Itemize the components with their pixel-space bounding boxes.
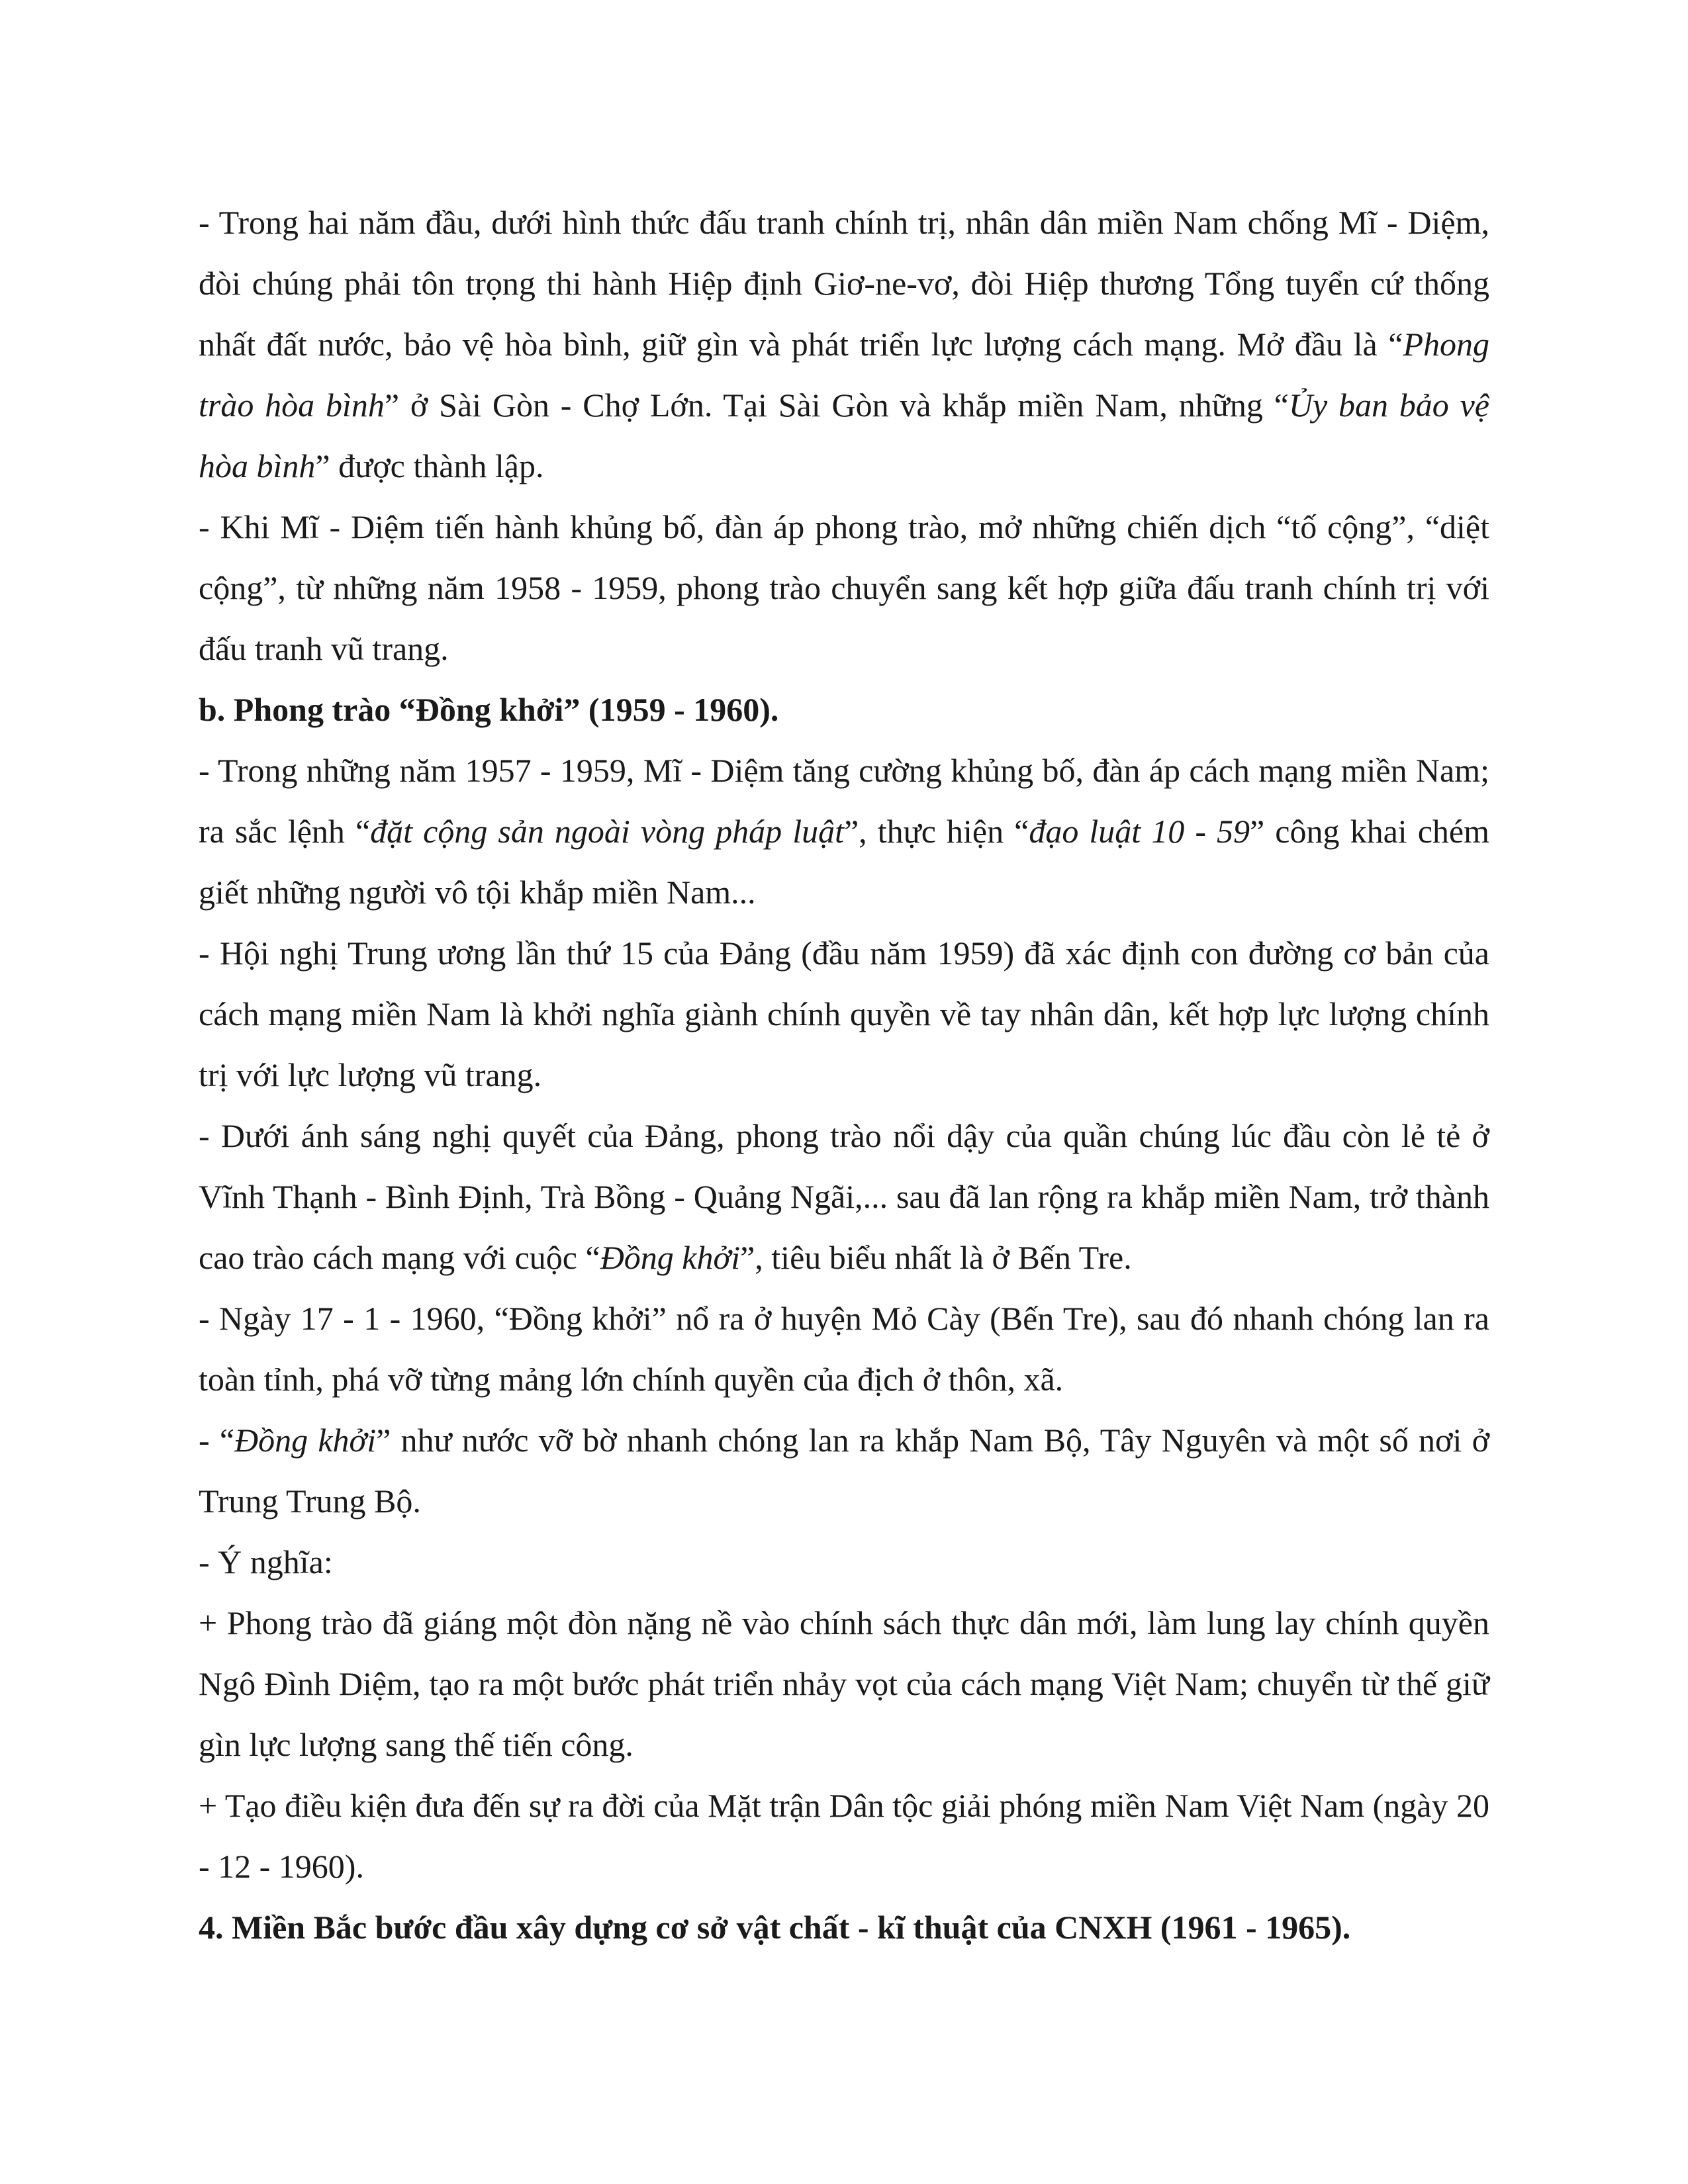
italic-decree: đặt cộng sản ngoài vòng pháp luật	[370, 813, 844, 850]
paragraph-significance-2: + Tạo điều kiện đưa đến sự ra đời của Mặt trận Dân tộc giải phóng miền Nam Việt Nam (ngày 20 - 12 - 1960).	[199, 1787, 1489, 1885]
italic-dong-khoi-2: Đồng khởi	[234, 1422, 377, 1459]
italic-peace-movement: Phong trào hòa bình	[199, 326, 1489, 424]
italic-dong-khoi: Đồng khởi	[600, 1239, 741, 1276]
paragraph-significance-label: - Ý nghĩa:	[199, 1543, 333, 1580]
section-heading-dong-khoi: b. Phong trào “Đồng khởi” (1959 - 1960).	[199, 691, 779, 728]
document-page	[199, 192, 1489, 1958]
italic-peace-committee: Ủy ban bảo vệ hòa bình	[199, 387, 1489, 484]
paragraph-significance-1: + Phong trào đã giáng một đòn nặng nề vào chính sách thực dân mới, làm lung lay chính quyền Ngô Đình Diệm, tạo ra một bước phát triển nhảy vọt của cách mạng Việt Nam; chuyển từ thế giữ gìn lực lượng sang thế tiến công.	[199, 1604, 1489, 1763]
paragraph-conference-15: - Hội nghị Trung ương lần thứ 15 của Đảng (đầu năm 1959) đã xác định con đường cơ bản của cách mạng miền Nam là khởi nghĩa giành chính quyền về tay nhân dân, kết hợp lực lượng chính trị với lực lượng vũ trang.	[199, 934, 1489, 1093]
paragraph-repression: - Trong những năm 1957 - 1959, Mĩ - Diệm tăng cường khủng bố, đàn áp cách mạng miền Nam; ra sắc lệnh “đặt cộng sản ngoài vòng pháp luật”, thực hiện “đạo luật 10 - 59” công khai chém giết những người vô tội khắp miền Nam...	[199, 752, 1489, 911]
paragraph-mo-cay: - Ngày 17 - 1 - 1960, “Đồng khởi” nổ ra ở huyện Mỏ Cày (Bến Tre), sau đó nhanh chóng lan ra toàn tỉnh, phá vỡ từng mảng lớn chính quyền của địch ở thôn, xã.	[199, 1300, 1489, 1398]
paragraph-political-struggle: - Trong hai năm đầu, dưới hình thức đấu tranh chính trị, nhân dân miền Nam chống Mĩ - Diệm, đòi chúng phải tôn trọng thi hành Hiệp định Giơ-ne-vơ, đòi Hiệp thương Tổng tuyển cứ thống nhất đất nước, bảo vệ hòa bình, giữ gìn và phát triển lực lượng cách mạng. Mở đầu là “Phong trào hòa bình” ở Sài Gòn - Chợ Lớn. Tại Sài Gòn và khắp miền Nam, những “Ủy ban bảo vệ hòa bình” được thành lập.	[199, 204, 1489, 484]
italic-law-10-59: đạo luật 10 - 59	[1029, 813, 1250, 850]
paragraph-armed-struggle: - Khi Mĩ - Diệm tiến hành khủng bố, đàn áp phong trào, mở những chiến dịch “tố cộng”, “diệt cộng”, từ những năm 1958 - 1959, phong trào chuyển sang kết hợp giữa đấu tranh chính trị với đấu tranh vũ trang.	[199, 508, 1489, 667]
section-heading-north: 4. Miền Bắc bước đầu xây dựng cơ sở vật chất - kĩ thuật của CNXH (1961 - 1965).	[199, 1909, 1351, 1946]
paragraph-uprising: - Dưới ánh sáng nghị quyết của Đảng, phong trào nổi dậy của quần chúng lúc đầu còn lẻ tẻ ở Vĩnh Thạnh - Bình Định, Trà Bồng - Quảng Ngãi,... sau đã lan rộng ra khắp miền Nam, trở thành cao trào cách mạng với cuộc “Đồng khởi”, tiêu biểu nhất là ở Bến Tre.	[199, 1117, 1489, 1276]
paragraph-spread: - “Đồng khởi” như nước vỡ bờ nhanh chóng lan ra khắp Nam Bộ, Tây Nguyên và một số nơi ở Trung Trung Bộ.	[199, 1422, 1490, 1520]
